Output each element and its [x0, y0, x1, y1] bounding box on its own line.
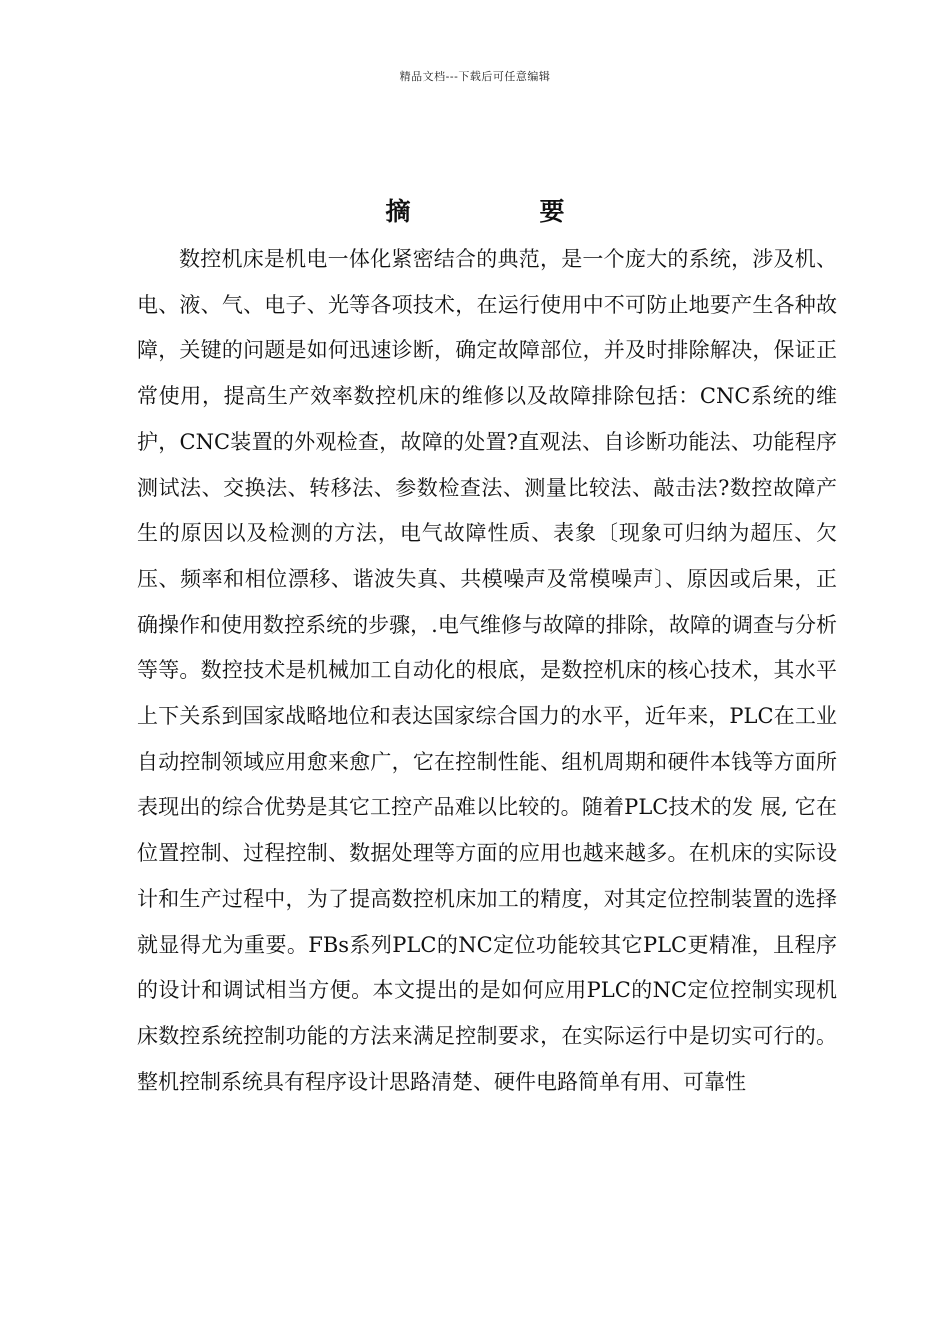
page-header: 精品文档---下载后可任意编辑 — [399, 70, 551, 83]
abstract-title: 摘 要 — [385, 197, 617, 226]
abstract-paragraph: 数控机床是机电一体化紧密结合的典范，是一个庞大的系统，涉及机、电、液、气、电子、光等各项技术，在运行使用中不可防止地要产生各种故障，关键的问题是如何迅速诊断，确定故障部位，并及时排除解决，保证正常使用，提高生产效率数控机床的维修以及故障排除包括：CNC系统的维护，CNC装置的外观检查，故障的处置?直观法、自诊断功能法、功能程序测试法、交换法、转移法、参数检查法、测量比较法、敲击法?数控故障产生的原因以及检测的方法，电气故障性质、表象〔现象可归纳为超压、欠压、频率和相位漂移、谐波失真、共模噪声及常模噪声〕、原因或后果，正确操作和使用数控系统的步骤，.电气维修与故障的排除，故障的调查与分析等等。数控技术是机械加工自动化的根底，是数控机床的核心技术，其水平上下关系到国家战略地位和表达国家综合国力的水平，近年来，PLC在工业自动控制领域应用愈来愈广，它在控制性能、组机周期和硬件本钱等方面所表现出的综合优势是其它工控产品难以比较的。随着PLC技术的发 展, 它在位置控制、过程控制、数据处理等方面的应用也越来越多。在机床的实际设计和生产过程中，为了提高数控机床加工的精度，对其定位控制装置的选择就显得尤为重要。FBs系列PLC的NC定位功能较其它PLC更精准，且程序的设计和调试相当方便。本文提出的是如何应用PLC的NC定位控制实现机床数控系统控制功能的方法来满足控制要求，在实际运行中是切实可行的。整机控制系统具有程序设计思路清楚、硬件电路简单有用、可靠性 — [137, 247, 837, 1094]
